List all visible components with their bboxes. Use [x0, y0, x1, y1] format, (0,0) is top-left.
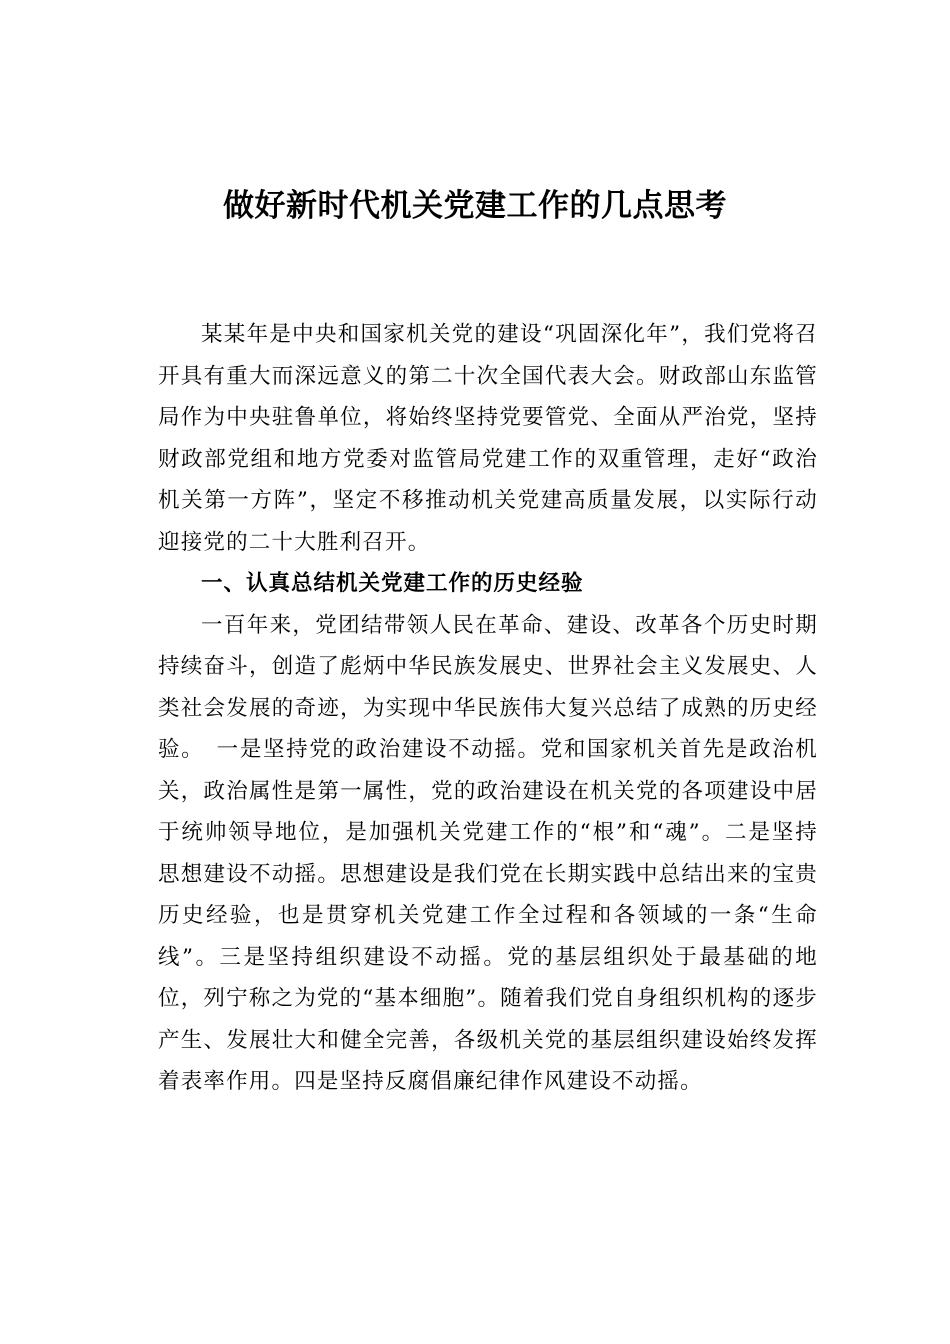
document-body [158, 314, 818, 1103]
section-paragraph: 一百年来，党团结带领人民在革命、建设、改革各个历史时期持续奋斗，创造了彪炳中华民族发展史、世界社会主义发展史、人类社会发展的奇迹，为实现中华民族伟大复兴总结了成熟的历史经验。 一是坚持党的政治建设不动摇。党和国家机关首先是政治机关，政治属性是第一属性，党的政治建设在机关党的各项建设中居于统帅领导地位，是加强机关党建工作的“根”和“魂”。二是坚持思想建设不动摇。思想建设是我们党在长期实践中总结出来的宝贵历史经验，也是贯穿机关党建工作全过程和各领域的一条“生命线”。三是坚持组织建设不动摇。党的基层组织处于最基础的地位，列宁称之为党的“基本细胞”。随着我们党自身组织机构的逐步产生、发展壮大和健全完善，各级机关党的基层组织建设始终发挥着表率作用。四是坚持反腐倡廉纪律作风建设不动摇。 [158, 612, 818, 1094]
intro-paragraph: 某某年是中央和国家机关党的建设“巩固深化年”，我们党将召开具有重大而深远意义的第二十次全国代表大会。财政部山东监管局作为中央驻鲁单位，将始终坚持党要管党、全面从严治党，坚持财政部党组和地方党委对监管局党建工作的双重管理，走好“政治机关第一方阵”，坚定不移推动机关党建高质量发展，以实际行动迎接党的二十大胜利召开。 [158, 322, 818, 555]
document-title: 做好新时代机关党建工作的几点思考 [223, 188, 727, 224]
section-heading: 一、认真总结机关党建工作的历史经验 [201, 571, 584, 596]
